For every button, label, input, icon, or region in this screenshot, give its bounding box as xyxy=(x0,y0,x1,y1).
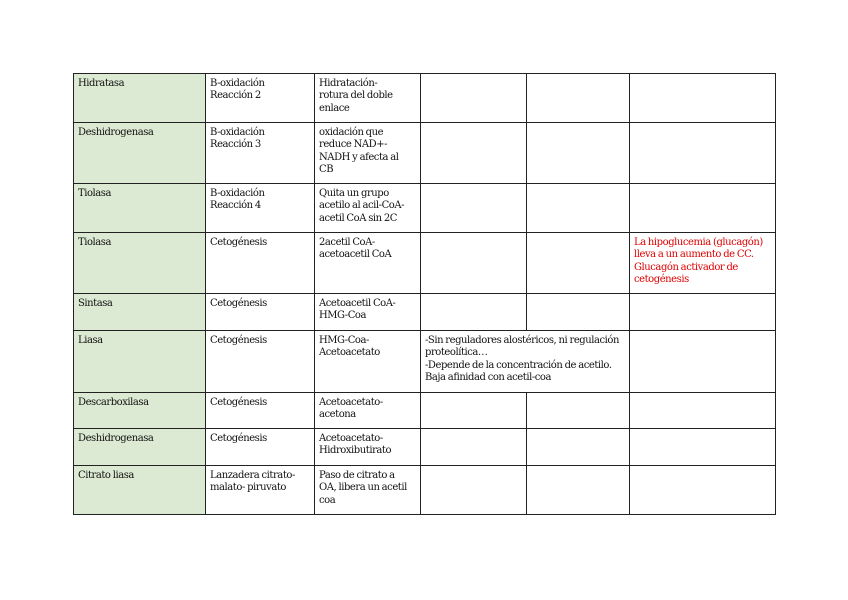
note-cell xyxy=(630,331,776,393)
regulation-cell xyxy=(421,294,527,331)
process-cell: B-oxidación Reacción 2 xyxy=(206,74,315,123)
action-cell: Paso de citrato a OA, libera un acetil coa xyxy=(315,466,421,515)
extra-cell xyxy=(527,393,630,429)
table-row xyxy=(74,393,776,429)
action-cell: oxidación que reduce NAD+- NADH y afecta al CB xyxy=(315,123,421,184)
note-cell xyxy=(630,74,776,123)
action-cell: Acetoacetil CoA- HMG-Coa xyxy=(315,294,421,331)
action-cell: Hidratación- rotura del doble enlace xyxy=(315,74,421,123)
table-row xyxy=(74,233,776,294)
table-row xyxy=(74,429,776,466)
regulation-cell xyxy=(421,393,527,429)
enzyme-cell: Deshidrogenasa xyxy=(74,123,206,184)
note-cell xyxy=(630,466,776,515)
regulation-cell: -Sin reguladores alostéricos, ni regulación proteolítica… -Depende de la concentración de acetilo. Baja afinidad con acetil-coa xyxy=(421,331,630,393)
process-cell: Cetogénesis xyxy=(206,233,315,294)
table-row xyxy=(74,331,776,393)
process-cell: Cetogénesis xyxy=(206,294,315,331)
note-cell xyxy=(630,123,776,184)
note-cell xyxy=(630,184,776,233)
note-cell: La hipoglucemia (glucagón) lleva a un aumento de CC. Glucagón activador de cetogénesis xyxy=(630,233,776,294)
regulation-cell xyxy=(421,233,527,294)
action-cell: 2acetil CoA- acetoacetil CoA xyxy=(315,233,421,294)
action-cell: Acetoacetato- acetona xyxy=(315,393,421,429)
table-row xyxy=(74,74,776,123)
extra-cell xyxy=(527,123,630,184)
process-cell: Lanzadera citrato- malato- piruvato xyxy=(206,466,315,515)
extra-cell xyxy=(527,429,630,466)
enzyme-cell: Tiolasa xyxy=(74,233,206,294)
extra-cell xyxy=(527,466,630,515)
note-cell xyxy=(630,393,776,429)
enzyme-cell: Sintasa xyxy=(74,294,206,331)
enzyme-cell: Hidratasa xyxy=(74,74,206,123)
note-cell xyxy=(630,294,776,331)
regulation-cell xyxy=(421,184,527,233)
note-cell xyxy=(630,429,776,466)
table-row xyxy=(74,466,776,515)
regulation-cell xyxy=(421,466,527,515)
regulation-cell xyxy=(421,74,527,123)
process-cell: B-oxidación Reacción 3 xyxy=(206,123,315,184)
enzyme-cell: Descarboxilasa xyxy=(74,393,206,429)
extra-cell xyxy=(527,184,630,233)
table-row xyxy=(74,123,776,184)
enzyme-cell: Deshidrogenasa xyxy=(74,429,206,466)
regulation-cell xyxy=(421,123,527,184)
process-cell: Cetogénesis xyxy=(206,429,315,466)
extra-cell xyxy=(527,233,630,294)
enzyme-cell: Tiolasa xyxy=(74,184,206,233)
table-row xyxy=(74,294,776,331)
extra-cell xyxy=(527,294,630,331)
process-cell: Cetogénesis xyxy=(206,393,315,429)
action-cell: HMG-Coa- Acetoacetato xyxy=(315,331,421,393)
regulation-cell xyxy=(421,429,527,466)
table-row xyxy=(74,184,776,233)
process-cell: B-oxidación Reacción 4 xyxy=(206,184,315,233)
extra-cell xyxy=(527,74,630,123)
process-cell: Cetogénesis xyxy=(206,331,315,393)
action-cell: Quita un grupo acetilo al acil-CoA- acetil CoA sin 2C xyxy=(315,184,421,233)
enzyme-cell: Liasa xyxy=(74,331,206,393)
enzyme-cell: Citrato liasa xyxy=(74,466,206,515)
action-cell: Acetoacetato- Hidroxibutirato xyxy=(315,429,421,466)
enzyme-table xyxy=(73,73,776,515)
